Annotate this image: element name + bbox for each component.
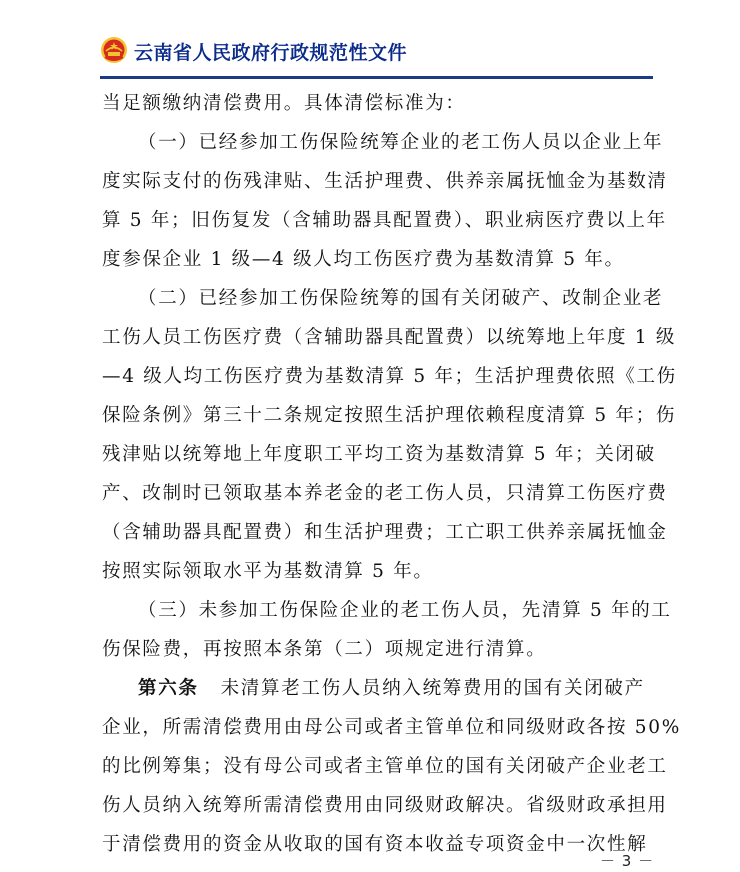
body-line: （二）已经参加工伤保险统筹的国有关闭破产、改制企业老 [138, 288, 664, 309]
header-title: 云南省人民政府行政规范性文件 [134, 42, 408, 64]
body-line: 于清偿费用的资金从收取的国有资本收益专项资金中一次性解 [102, 834, 648, 855]
body-line: 当足额缴纳清偿费用。具体清偿标准为： [102, 93, 466, 114]
body-line: —4 级人均工伤医疗费为基数清算 5 年；生活护理费依照《工伤 [102, 366, 677, 387]
body-line: 工伤人员工伤医疗费（含辅助器具配置费）以统筹地上年度 1 级 [102, 327, 677, 348]
article-six-line [102, 669, 650, 708]
body-line: 按照实际领取水平为基数清算 5 年。 [102, 561, 434, 582]
body-line: 企业，所需清偿费用由母公司或者主管单位和同级财政各按 50% [102, 717, 682, 738]
body-line: （一）已经参加工伤保险统筹企业的老工伤人员以企业上年 [138, 132, 664, 153]
body-line: （含辅助器具配置费）和生活护理费；工亡职工供养亲属抚恤金 [102, 522, 668, 543]
body-line: 度实际支付的伤残津贴、生活护理费、供养亲属抚恤金为基数清 [102, 171, 668, 192]
body-line: 伤保险费，再按照本条第（二）项规定进行清算。 [102, 639, 547, 660]
body-line: 产、改制时已领取基本养老金的老工伤人员，只清算工伤医疗费 [102, 483, 668, 504]
body-line: 度参保企业 1 级—4 级人均工伤医疗费为基数清算 5 年。 [102, 249, 625, 270]
body-line: 保险条例》第三十二条规定按照生活护理依赖程度清算 5 年；伤 [102, 405, 677, 426]
body-line: （三）未参加工伤保险企业的老工伤人员，先清算 5 年的工 [138, 600, 672, 621]
article-label: 第六条 [138, 678, 199, 699]
page-number: － 3 － [600, 852, 655, 870]
body-line-text: 未清算老工伤人员纳入统筹费用的国有关闭破产 [220, 678, 645, 699]
body-line: 算 5 年；旧伤复发（含辅助器具配置费）、职业病医疗费以上年 [102, 210, 667, 231]
document-header [100, 36, 655, 72]
document-body [102, 84, 682, 864]
body-line: 的比例筹集；没有母公司或者主管单位的国有关闭破产企业老工 [102, 756, 668, 777]
body-line: 伤人员纳入统筹所需清偿费用由同级财政解决。省级财政承担用 [102, 795, 668, 816]
body-line: 残津贴以统筹地上年度职工平均工资为基数清算 5 年；关闭破 [102, 444, 656, 465]
national-emblem-icon [100, 36, 128, 64]
header-rule [100, 76, 653, 79]
